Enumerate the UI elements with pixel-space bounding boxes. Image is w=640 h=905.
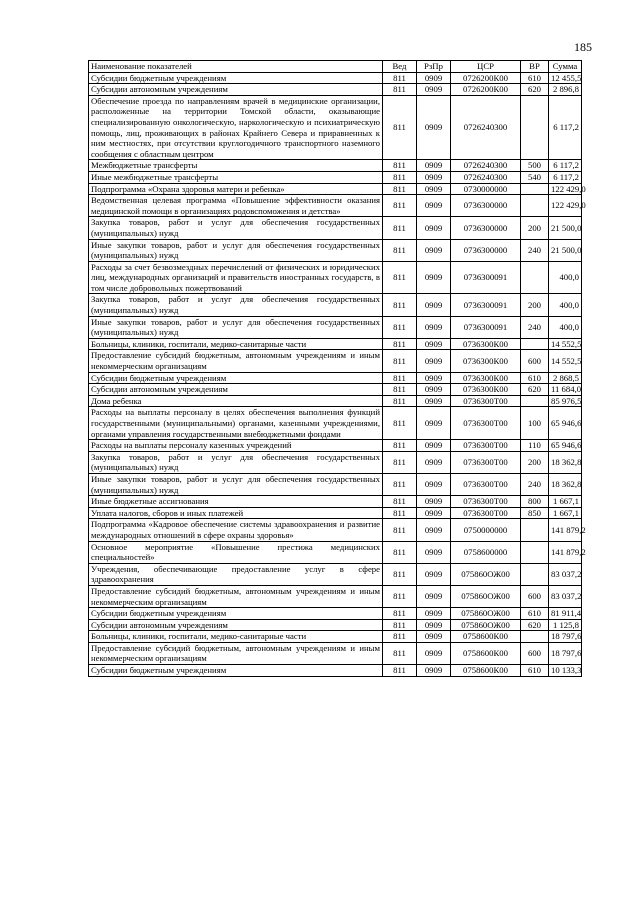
- row-rzpr: 0909: [417, 440, 451, 452]
- row-rzpr: 0909: [417, 507, 451, 519]
- table-row: [89, 608, 582, 620]
- row-sum: 11 684,0: [549, 384, 582, 396]
- table-row: [89, 183, 582, 195]
- row-name: Дома ребенка: [89, 395, 383, 407]
- row-rzpr: 0909: [417, 665, 451, 677]
- row-ved: 811: [383, 631, 417, 643]
- table-row: [89, 171, 582, 183]
- row-vr: [521, 519, 549, 541]
- row-sum: 122 429,0: [549, 183, 582, 195]
- row-ved: 811: [383, 563, 417, 585]
- row-name: Иные бюджетные ассигнования: [89, 496, 383, 508]
- row-csr: 0726240300: [451, 160, 521, 172]
- row-name: Подпрограмма «Кадровое обеспечение системы здравоохранения и развитие международных отношений в сфере охраны здоровья»: [89, 519, 383, 541]
- table-row: [89, 350, 582, 372]
- row-vr: 200: [521, 294, 549, 316]
- table-row: [89, 619, 582, 631]
- table-row: [89, 541, 582, 563]
- row-csr: 0736300Т00: [451, 440, 521, 452]
- row-sum: 18 797,6: [549, 642, 582, 664]
- row-vr: 500: [521, 160, 549, 172]
- row-csr: 0736300091: [451, 316, 521, 338]
- row-name: Предоставление субсидий бюджетным, автономным учреждениям и иным некоммерческим организациям: [89, 585, 383, 607]
- page-number: 185: [574, 40, 592, 54]
- row-ved: 811: [383, 95, 417, 160]
- row-name: Больницы, клиники, госпитали, медико-санитарные части: [89, 631, 383, 643]
- table-row: [89, 665, 582, 677]
- row-sum: 1 667,1: [549, 496, 582, 508]
- row-name: Подпрограмма «Охрана здоровья матери и ребенка»: [89, 183, 383, 195]
- table-row: [89, 585, 582, 607]
- row-csr: 0736300Т00: [451, 395, 521, 407]
- row-sum: 85 976,5: [549, 395, 582, 407]
- row-rzpr: 0909: [417, 372, 451, 384]
- row-name: Субсидии бюджетным учреждениям: [89, 608, 383, 620]
- row-sum: 12 455,5: [549, 72, 582, 84]
- row-name: Закупка товаров, работ и услуг для обеспечения государственных (муниципальных) нужд: [89, 294, 383, 316]
- row-ved: 811: [383, 84, 417, 96]
- table-row: [89, 395, 582, 407]
- row-name: Субсидии автономным учреждениям: [89, 384, 383, 396]
- row-csr: 075860ОЖ00: [451, 563, 521, 585]
- row-sum: 18 797,6: [549, 631, 582, 643]
- row-vr: 610: [521, 665, 549, 677]
- row-ved: 811: [383, 619, 417, 631]
- row-ved: 811: [383, 440, 417, 452]
- row-csr: 0736300000: [451, 195, 521, 217]
- row-name: Расходы на выплаты персоналу казенных учреждений: [89, 440, 383, 452]
- row-vr: 110: [521, 440, 549, 452]
- row-rzpr: 0909: [417, 541, 451, 563]
- row-name: Закупка товаров, работ и услуг для обеспечения государственных (муниципальных) нужд: [89, 217, 383, 239]
- row-vr: 620: [521, 384, 549, 396]
- row-name: Учреждения, обеспечивающие предоставление услуг в сфере здравоохранения: [89, 563, 383, 585]
- row-name: Ведомственная целевая программа «Повышение эффективности оказания медицинской помощи в организациях родовспоможения и детства»: [89, 195, 383, 217]
- row-rzpr: 0909: [417, 217, 451, 239]
- row-vr: [521, 338, 549, 350]
- row-sum: 1 667,1: [549, 507, 582, 519]
- row-ved: 811: [383, 261, 417, 294]
- row-rzpr: 0909: [417, 608, 451, 620]
- row-ved: 811: [383, 519, 417, 541]
- row-ved: 811: [383, 217, 417, 239]
- row-ved: 811: [383, 585, 417, 607]
- row-csr: 075860ОЖ00: [451, 619, 521, 631]
- row-rzpr: 0909: [417, 384, 451, 396]
- row-ved: 811: [383, 451, 417, 473]
- row-rzpr: 0909: [417, 350, 451, 372]
- row-name: Субсидии автономным учреждениям: [89, 619, 383, 631]
- table-row: [89, 372, 582, 384]
- row-csr: 0736300Т00: [451, 407, 521, 440]
- row-vr: 100: [521, 407, 549, 440]
- table-row: [89, 507, 582, 519]
- row-ved: 811: [383, 384, 417, 396]
- table-row: [89, 95, 582, 160]
- row-name: Расходы на выплаты персоналу в целях обеспечения выполнения функций государственными (муниципальными) органами, казенными учреждениями, органами управления государственными внебюджетными фондами: [89, 407, 383, 440]
- table-row: [89, 160, 582, 172]
- row-vr: 540: [521, 171, 549, 183]
- row-sum: 21 500,0: [549, 239, 582, 261]
- row-rzpr: 0909: [417, 95, 451, 160]
- row-csr: 0736300Т00: [451, 473, 521, 495]
- row-vr: 240: [521, 239, 549, 261]
- row-rzpr: 0909: [417, 395, 451, 407]
- row-vr: 850: [521, 507, 549, 519]
- table-row: [89, 338, 582, 350]
- row-ved: 811: [383, 608, 417, 620]
- table-row: [89, 451, 582, 473]
- row-csr: 0736300Т00: [451, 451, 521, 473]
- budget-table: [88, 60, 586, 677]
- row-vr: [521, 183, 549, 195]
- row-name: Уплата налогов, сборов и иных платежей: [89, 507, 383, 519]
- row-rzpr: 0909: [417, 160, 451, 172]
- row-csr: 0730000000: [451, 183, 521, 195]
- row-vr: [521, 563, 549, 585]
- table-row: [89, 440, 582, 452]
- row-rzpr: 0909: [417, 585, 451, 607]
- row-ved: 811: [383, 294, 417, 316]
- row-sum: 81 911,4: [549, 608, 582, 620]
- header-vr: ВР: [521, 61, 549, 73]
- header-csr: ЦСР: [451, 61, 521, 73]
- row-name: Больницы, клиники, госпитали, медико-санитарные части: [89, 338, 383, 350]
- row-sum: 2 896,8: [549, 84, 582, 96]
- row-sum: 18 362,8: [549, 473, 582, 495]
- header-name: Наименование показателей: [89, 61, 383, 73]
- row-rzpr: 0909: [417, 338, 451, 350]
- row-rzpr: 0909: [417, 195, 451, 217]
- row-rzpr: 0909: [417, 294, 451, 316]
- row-csr: 075860ОЖ00: [451, 608, 521, 620]
- row-rzpr: 0909: [417, 619, 451, 631]
- row-rzpr: 0909: [417, 183, 451, 195]
- row-sum: 400,0: [549, 316, 582, 338]
- row-csr: 0736300К00: [451, 350, 521, 372]
- row-name: Субсидии бюджетным учреждениям: [89, 665, 383, 677]
- row-ved: 811: [383, 183, 417, 195]
- row-sum: 122 429,0: [549, 195, 582, 217]
- row-rzpr: 0909: [417, 519, 451, 541]
- row-vr: [521, 95, 549, 160]
- row-name: Предоставление субсидий бюджетным, автономным учреждениям и иным некоммерческим организациям: [89, 642, 383, 664]
- row-vr: 610: [521, 608, 549, 620]
- row-csr: 0758600К00: [451, 642, 521, 664]
- row-vr: [521, 395, 549, 407]
- row-csr: 0758600000: [451, 541, 521, 563]
- row-name: Субсидии бюджетным учреждениям: [89, 372, 383, 384]
- row-rzpr: 0909: [417, 451, 451, 473]
- row-vr: [521, 541, 549, 563]
- row-sum: 400,0: [549, 294, 582, 316]
- row-ved: 811: [383, 350, 417, 372]
- row-name: Иные закупки товаров, работ и услуг для обеспечения государственных (муниципальных) нужд: [89, 473, 383, 495]
- row-csr: 0758600К00: [451, 665, 521, 677]
- row-rzpr: 0909: [417, 642, 451, 664]
- row-rzpr: 0909: [417, 473, 451, 495]
- row-sum: 141 879,2: [549, 519, 582, 541]
- table-row: [89, 195, 582, 217]
- row-rzpr: 0909: [417, 407, 451, 440]
- row-csr: 0736300000: [451, 239, 521, 261]
- row-csr: 0750000000: [451, 519, 521, 541]
- row-sum: 141 879,2: [549, 541, 582, 563]
- row-csr: 0736300000: [451, 217, 521, 239]
- row-csr: 0736300Т00: [451, 507, 521, 519]
- row-vr: 600: [521, 642, 549, 664]
- row-rzpr: 0909: [417, 84, 451, 96]
- row-csr: 0736300Т00: [451, 496, 521, 508]
- row-sum: 14 552,5: [549, 338, 582, 350]
- row-sum: 6 117,2: [549, 160, 582, 172]
- row-name: Субсидии бюджетным учреждениям: [89, 72, 383, 84]
- table-row: [89, 563, 582, 585]
- row-rzpr: 0909: [417, 261, 451, 294]
- row-ved: 811: [383, 239, 417, 261]
- row-vr: 610: [521, 72, 549, 84]
- row-csr: 0736300091: [451, 294, 521, 316]
- row-vr: [521, 195, 549, 217]
- row-ved: 811: [383, 171, 417, 183]
- row-sum: 10 133,3: [549, 665, 582, 677]
- row-sum: 83 037,2: [549, 585, 582, 607]
- row-ved: 811: [383, 665, 417, 677]
- table-row: [89, 294, 582, 316]
- row-ved: 811: [383, 407, 417, 440]
- row-csr: 0726240300: [451, 95, 521, 160]
- row-vr: 620: [521, 84, 549, 96]
- row-vr: 240: [521, 473, 549, 495]
- table-row: [89, 473, 582, 495]
- row-sum: 83 037,2: [549, 563, 582, 585]
- row-name: Иные межбюджетные трансферты: [89, 171, 383, 183]
- row-vr: 600: [521, 585, 549, 607]
- row-vr: 610: [521, 372, 549, 384]
- table-row: [89, 72, 582, 84]
- row-rzpr: 0909: [417, 563, 451, 585]
- row-sum: 6 117,2: [549, 171, 582, 183]
- row-rzpr: 0909: [417, 72, 451, 84]
- row-name: Основное мероприятие «Повышение престижа медицинских специальностей»: [89, 541, 383, 563]
- table-row: [89, 261, 582, 294]
- row-ved: 811: [383, 372, 417, 384]
- table-header-row: [89, 61, 582, 73]
- row-csr: 075860ОЖ00: [451, 585, 521, 607]
- row-rzpr: 0909: [417, 316, 451, 338]
- row-vr: 600: [521, 350, 549, 372]
- row-rzpr: 0909: [417, 239, 451, 261]
- row-sum: 18 362,8: [549, 451, 582, 473]
- row-sum: 14 552,5: [549, 350, 582, 372]
- row-vr: 800: [521, 496, 549, 508]
- table-row: [89, 239, 582, 261]
- row-sum: 6 117,2: [549, 95, 582, 160]
- row-vr: 200: [521, 217, 549, 239]
- table-row: [89, 217, 582, 239]
- row-name: Межбюджетные трансферты: [89, 160, 383, 172]
- row-sum: 2 868,5: [549, 372, 582, 384]
- row-rzpr: 0909: [417, 631, 451, 643]
- table-row: [89, 642, 582, 664]
- header-rzpr: РзПр: [417, 61, 451, 73]
- header-sum: Сумма: [549, 61, 582, 73]
- row-ved: 811: [383, 160, 417, 172]
- row-csr: 0736300К00: [451, 372, 521, 384]
- row-name: Обеспечение проезда по направлениям врачей в медицинские организации, расположенные на территории Томской области, оказывающие специализированную онкологическую, наркологическую и психиатрическую помощь, лиц, проживающих в районах Крайнего Севера и приравненных к ним местностях, при отсутствии круглогодичного транспортного наземного сообщения с областным центром: [89, 95, 383, 160]
- table-row: [89, 316, 582, 338]
- row-csr: 0736300К00: [451, 338, 521, 350]
- table-row: [89, 84, 582, 96]
- row-rzpr: 0909: [417, 496, 451, 508]
- row-ved: 811: [383, 473, 417, 495]
- row-ved: 811: [383, 395, 417, 407]
- row-csr: 0736300091: [451, 261, 521, 294]
- row-ved: 811: [383, 316, 417, 338]
- row-name: Предоставление субсидий бюджетным, автономным учреждениям и иным некоммерческим организациям: [89, 350, 383, 372]
- row-vr: 620: [521, 619, 549, 631]
- row-ved: 811: [383, 642, 417, 664]
- table-row: [89, 496, 582, 508]
- row-name: Закупка товаров, работ и услуг для обеспечения государственных (муниципальных) нужд: [89, 451, 383, 473]
- row-name: Расходы за счет безвозмездных перечислений от физических и юридических лиц, международных организаций и правительств иностранных государств, в том числе добровольных пожертвований: [89, 261, 383, 294]
- table-row: [89, 407, 582, 440]
- header-ved: Вед: [383, 61, 417, 73]
- row-ved: 811: [383, 72, 417, 84]
- row-ved: 811: [383, 496, 417, 508]
- row-vr: [521, 631, 549, 643]
- row-name: Иные закупки товаров, работ и услуг для обеспечения государственных (муниципальных) нужд: [89, 239, 383, 261]
- row-csr: 0726240300: [451, 171, 521, 183]
- row-name: Субсидии автономным учреждениям: [89, 84, 383, 96]
- row-ved: 811: [383, 195, 417, 217]
- row-sum: 65 946,6: [549, 407, 582, 440]
- row-vr: 240: [521, 316, 549, 338]
- row-ved: 811: [383, 541, 417, 563]
- table-row: [89, 384, 582, 396]
- row-sum: 21 500,0: [549, 217, 582, 239]
- row-sum: 65 946,6: [549, 440, 582, 452]
- table-row: [89, 631, 582, 643]
- row-vr: 200: [521, 451, 549, 473]
- row-ved: 811: [383, 338, 417, 350]
- row-vr: [521, 261, 549, 294]
- row-sum: 1 125,8: [549, 619, 582, 631]
- row-name: Иные закупки товаров, работ и услуг для обеспечения государственных (муниципальных) нужд: [89, 316, 383, 338]
- row-ved: 811: [383, 507, 417, 519]
- row-csr: 0736300К00: [451, 384, 521, 396]
- row-rzpr: 0909: [417, 171, 451, 183]
- row-csr: 0726200К00: [451, 84, 521, 96]
- row-sum: 400,0: [549, 261, 582, 294]
- row-csr: 0758600К00: [451, 631, 521, 643]
- row-csr: 0726200К00: [451, 72, 521, 84]
- table-row: [89, 519, 582, 541]
